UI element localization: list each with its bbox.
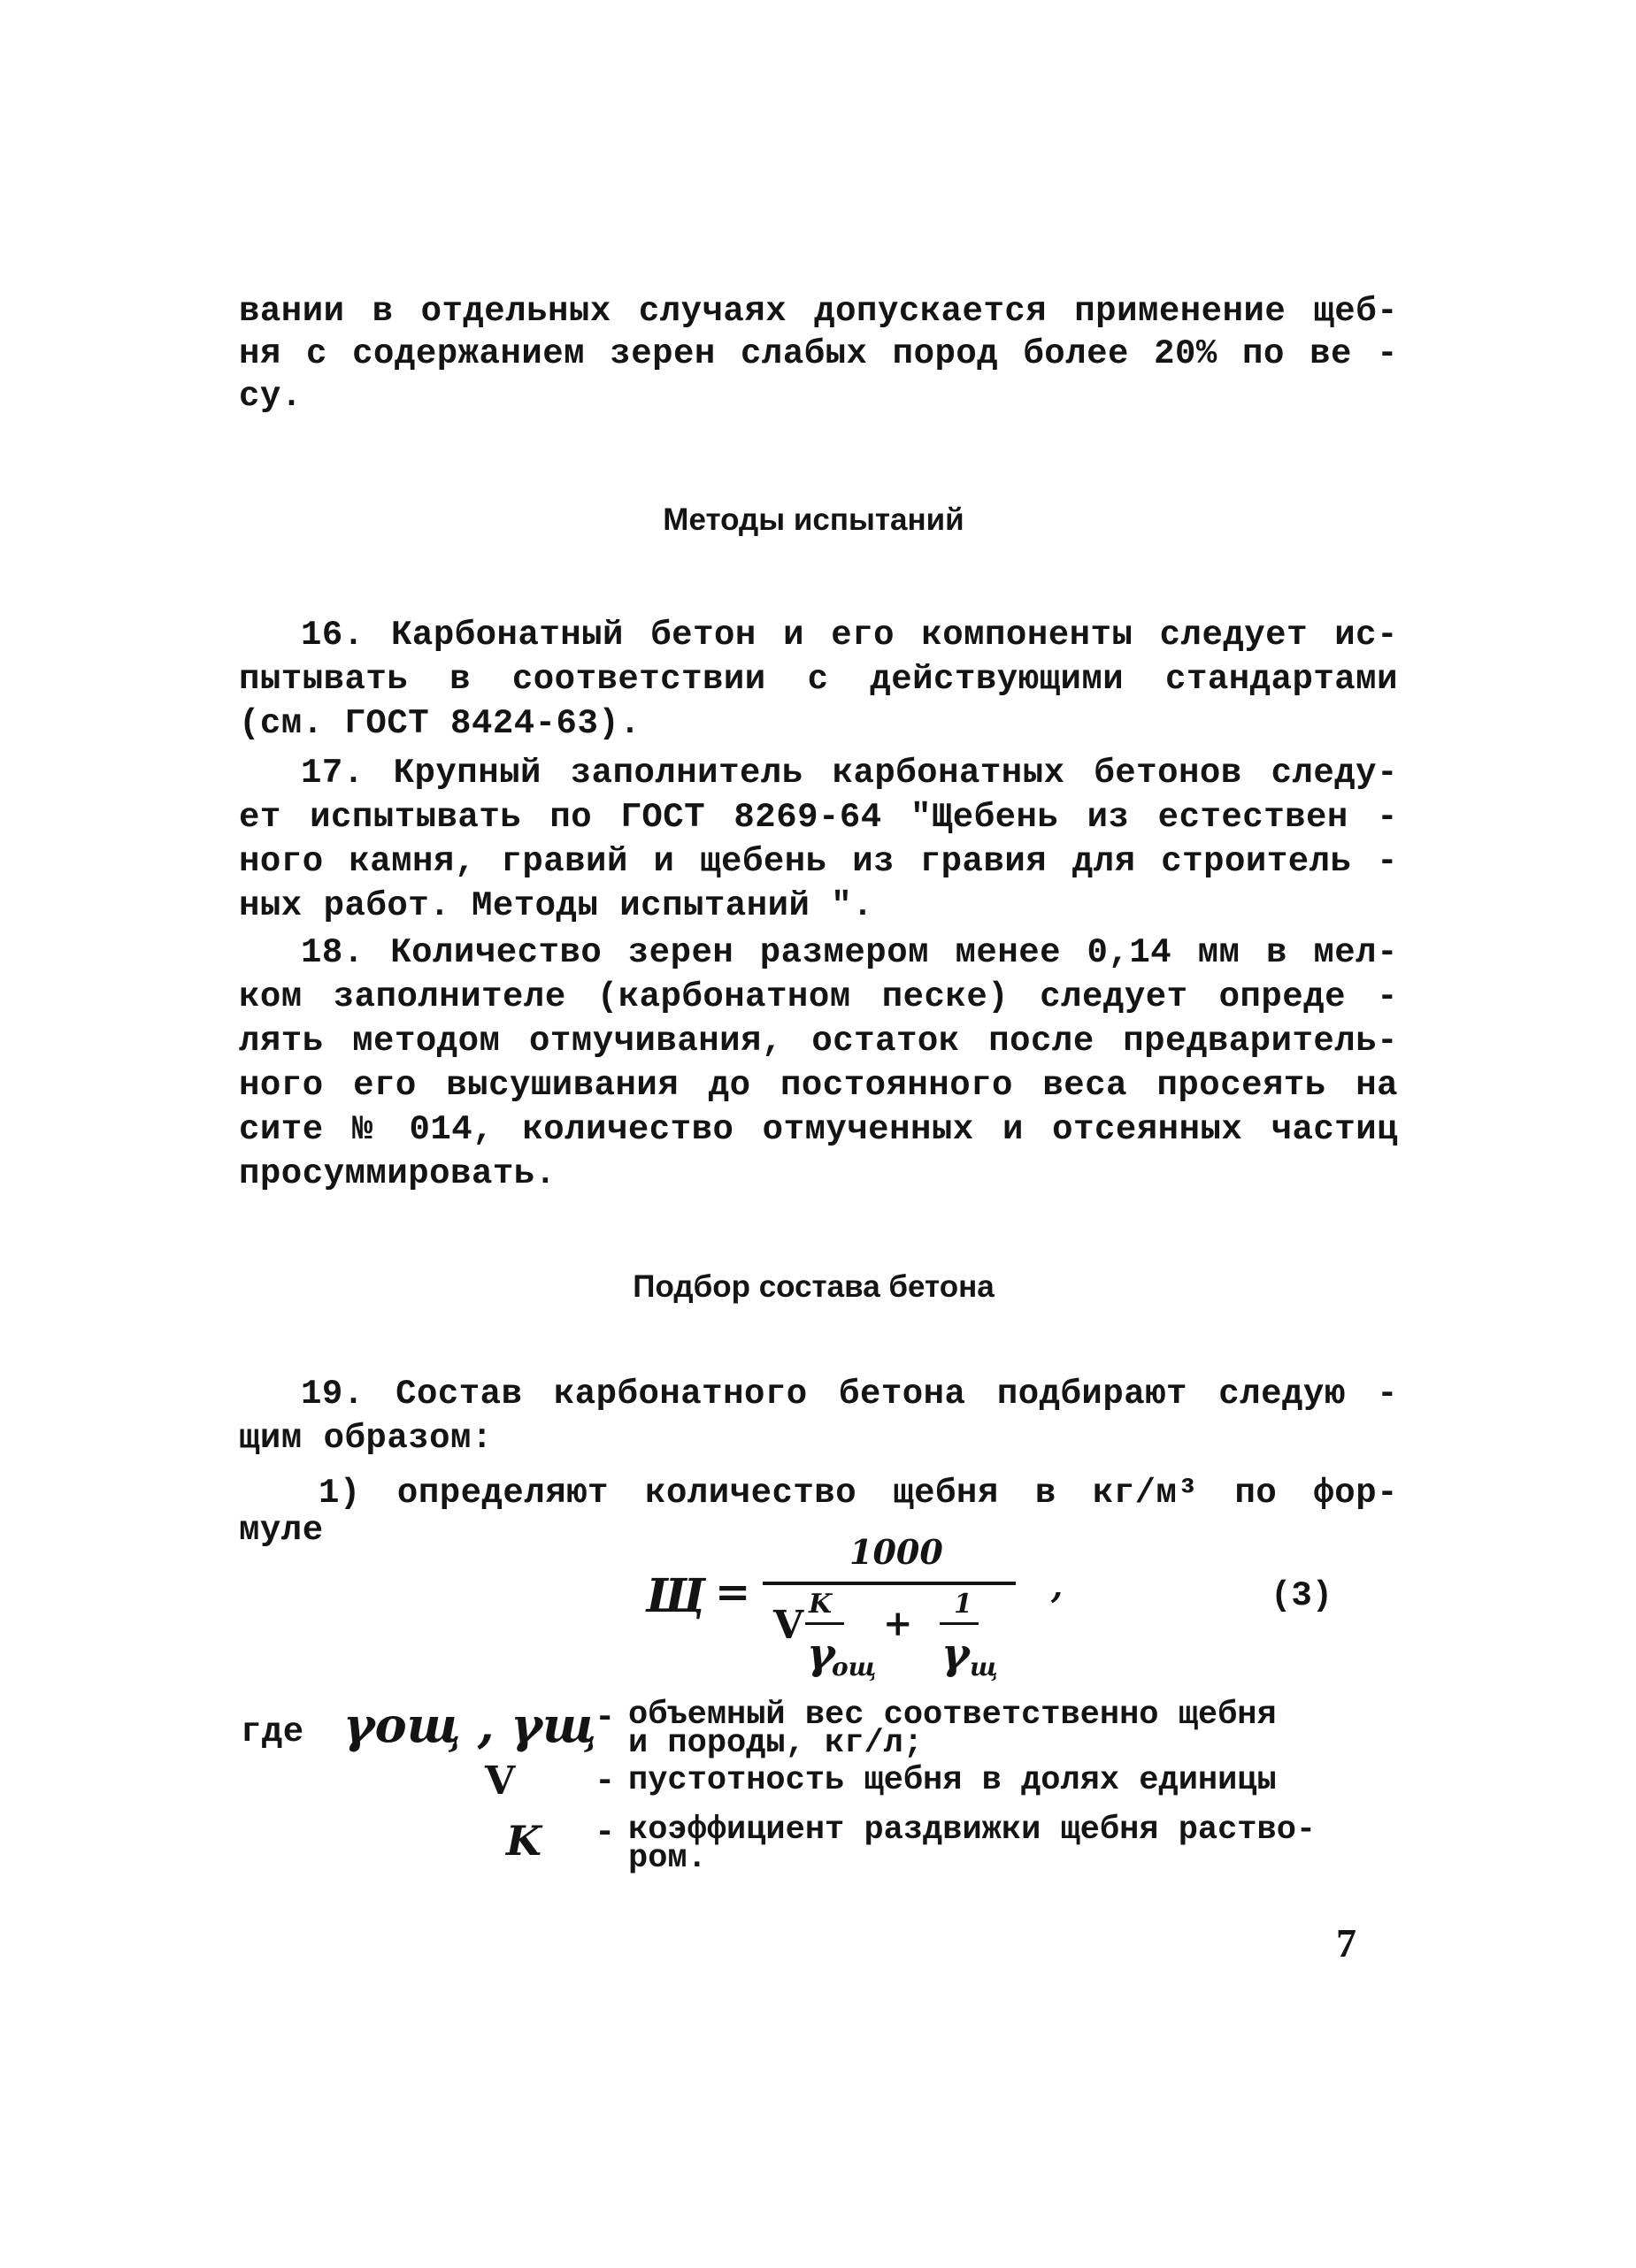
where-dash-3: - [595, 1813, 616, 1852]
p18-line-3: лять методом отмучивания, остаток после предваритель- [239, 1022, 1398, 1061]
where-text-3a: коэффициент раздвижки щебня раство- [628, 1812, 1317, 1849]
formula-sub-sh: щ [970, 1652, 998, 1682]
section-heading-mix-design: Подбор состава бетона [633, 1269, 995, 1304]
step1-line-2: муле [239, 1511, 324, 1550]
p19-line-1: 19. Состав карбонатного бетона подбирают следую - [301, 1375, 1398, 1414]
formula-gamma-osh: γ [807, 1629, 835, 1679]
p18-line-4: ного его высушивания до постоянного веса просеять на [239, 1066, 1398, 1105]
page-number: 7 [1336, 1920, 1356, 1965]
inner-fraction-bar-2 [940, 1622, 979, 1625]
formula-sub-osh: ощ [832, 1652, 877, 1682]
formula-one: 1 [954, 1589, 972, 1620]
where-symbol-k: K [506, 1817, 541, 1865]
inner-fraction-bar-1 [805, 1622, 844, 1625]
p18-line-2: ком заполнителе (карбонатном песке) следует опреде - [239, 977, 1398, 1016]
intro-line-2: ня с содержанием зерен слабых пород более 20% по ве - [239, 334, 1398, 373]
fraction-bar [763, 1582, 1016, 1585]
where-symbol-v: V [485, 1758, 516, 1804]
formula-k: K [809, 1589, 833, 1620]
p18-line-1: 18. Количество зерен размером менее 0,14 мм в мел- [301, 933, 1398, 972]
p16-line-1: 16. Карбонатный бетон и его компоненты следует ис- [301, 616, 1398, 655]
intro-line-1: вании в отдельных случаях допускается применение щеб- [239, 292, 1398, 331]
p17-line-1: 17. Крупный заполнитель карбонатных бетонов следу- [301, 754, 1398, 793]
p18-line-6: просуммировать. [239, 1154, 557, 1193]
step1-line-1: 1) определяют количество щебня в кг/м³ по фор- [319, 1474, 1398, 1513]
p16-line-3: (см. ГОСТ 8424-63). [239, 704, 641, 743]
p17-line-3: ного камня, гравий и щебень из гравия для строитель - [239, 842, 1398, 881]
p18-line-5: сите № 014, количество отмученных и отсеянных частиц [239, 1110, 1398, 1149]
where-text-3b: ром. [628, 1840, 707, 1877]
where-text-1a: объемный вес соответственно щебня [628, 1697, 1277, 1734]
section-heading-methods: Методы испытаний [663, 502, 964, 537]
p17-line-4: ных работ. Методы испытаний ". [239, 886, 874, 925]
where-text-1b: и породы, кг/л; [628, 1725, 924, 1762]
formula-v: V [773, 1603, 804, 1648]
formula-equals: = [715, 1567, 751, 1617]
formula-comma: , [1051, 1566, 1064, 1605]
where-symbol-gamma-pair: γощ , γщ [343, 1697, 597, 1753]
p19-line-2: щим образом: [239, 1419, 493, 1458]
formula-numerator: 1000 [849, 1532, 943, 1572]
where-dash-1: - [595, 1698, 616, 1737]
formula-number: (3) [1271, 1576, 1333, 1615]
where-dash-2: - [595, 1762, 616, 1801]
p17-line-2: ет испытывать по ГОСТ 8269-64 "Щебень из естествен - [239, 798, 1398, 837]
where-text-2: пустотность щебня в долях единицы [628, 1762, 1277, 1799]
formula-gamma-sh: γ [941, 1629, 970, 1679]
formula-plus: + [883, 1603, 913, 1644]
intro-line-3: су. [239, 377, 303, 416]
where-label: где [241, 1712, 304, 1751]
formula-lhs: Щ [646, 1569, 706, 1623]
p16-line-2: пытывать в соответствии с действующими стандартами [239, 660, 1398, 699]
